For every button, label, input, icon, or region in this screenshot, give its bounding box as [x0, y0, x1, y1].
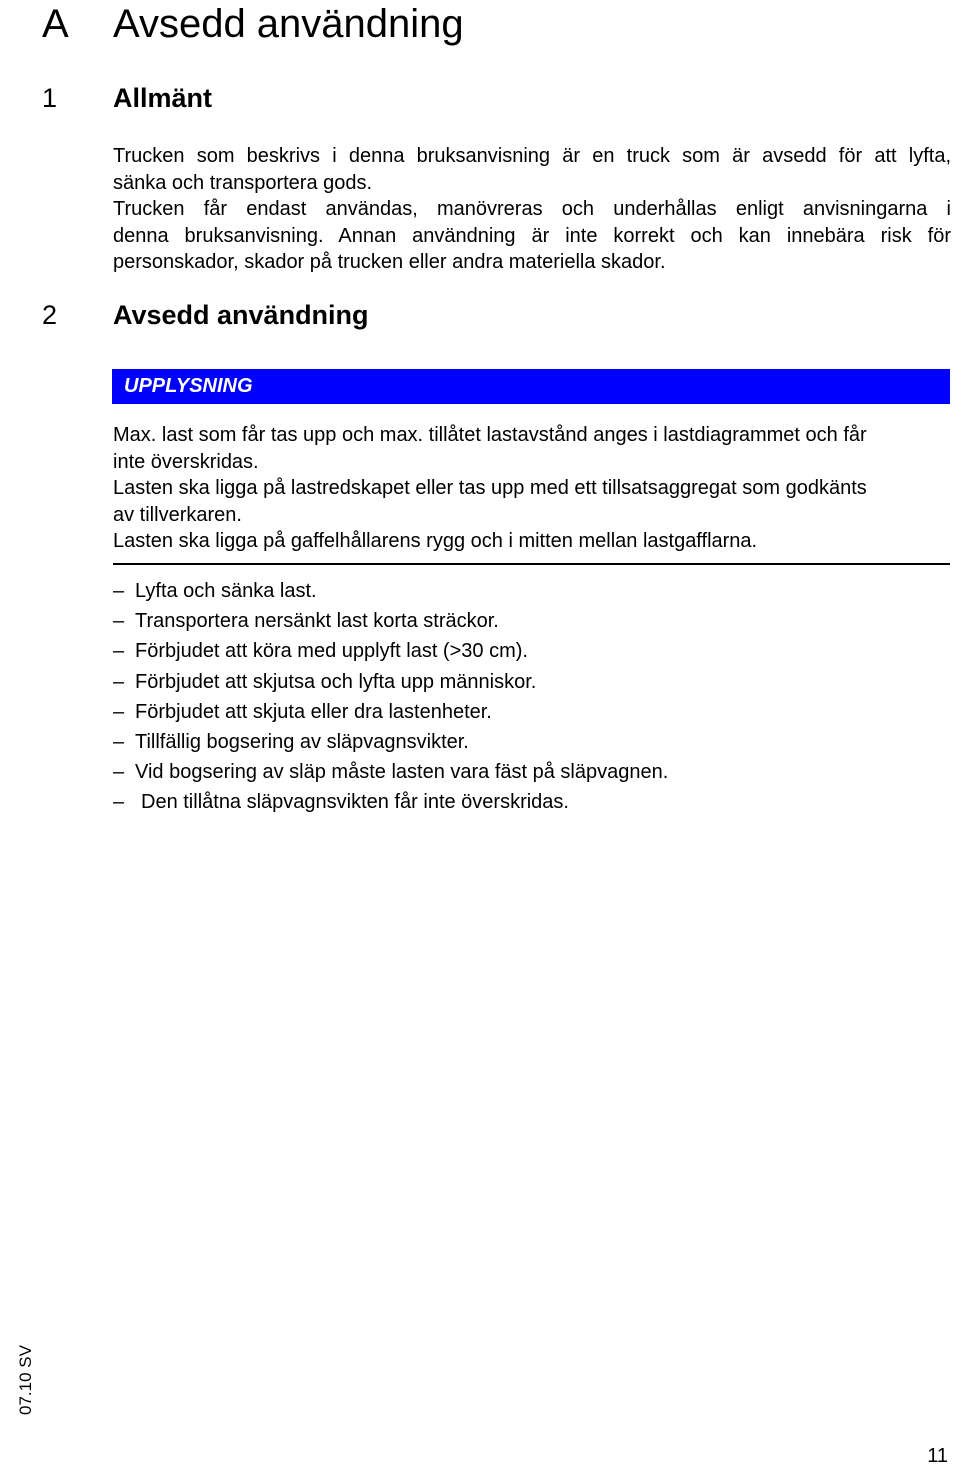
usage-list: [113, 576, 951, 818]
dash-marker: –: [113, 670, 125, 693]
intro-line: Trucken som beskrivs i denna bruksanvisning är en truck som är avsedd för att lyfta,: [113, 145, 951, 167]
list-item: [113, 667, 951, 697]
dash-marker: –: [113, 730, 125, 753]
list-item-text: Förbjudet att skjutsa och lyfta upp människor.: [135, 670, 537, 693]
list-item-text: Den tillåtna släpvagnsvikten får inte överskridas.: [141, 791, 569, 814]
list-item-text: Tillfällig bogsering av släpvagnsvikter.: [135, 730, 469, 753]
list-item-text: Transportera nersänkt last korta sträckor.: [135, 610, 499, 633]
section-heading-intended-use: [42, 299, 369, 331]
list-item: [113, 606, 951, 636]
chapter-title: Avsedd användning: [113, 2, 464, 46]
notice-line: Lasten ska ligga på lastredskapet eller tas upp med ett tillsatsaggregat som godkänts: [113, 477, 867, 499]
list-item-text: Förbjudet att skjuta eller dra lastenheter.: [135, 700, 492, 723]
list-item-text: Förbjudet att köra med upplyft last (>30 cm).: [135, 640, 528, 663]
notice-line: av tillverkaren.: [113, 503, 242, 526]
section-number: 1: [42, 83, 58, 113]
list-item: [113, 727, 951, 757]
dash-marker: –: [113, 580, 125, 602]
dash-marker: –: [113, 700, 125, 723]
notice-label: UPPLYSNING: [124, 375, 253, 397]
dash-marker: –: [113, 640, 125, 663]
list-item: [113, 757, 951, 787]
list-item: [113, 787, 951, 817]
list-item: [113, 576, 951, 606]
notice-line: Max. last som får tas upp och max. tillåtet lastavstånd anges i lastdiagrammet och får: [113, 424, 867, 446]
section-number: 2: [42, 300, 58, 330]
notice-label-bar: [112, 369, 950, 404]
list-item: [113, 636, 951, 666]
list-item-text: Lyfta och sänka last.: [135, 580, 317, 602]
list-item-text: Vid bogsering av släp måste lasten vara fäst på släpvagnen.: [135, 761, 669, 784]
notice-line: Lasten ska ligga på gaffelhållarens rygg och i mitten mellan lastgafflarna.: [113, 530, 758, 552]
chapter-letter: A: [42, 2, 69, 46]
section-heading-general: [42, 82, 212, 114]
dash-marker: –: [113, 761, 125, 784]
chapter-heading: [42, 0, 464, 48]
list-item: [113, 697, 951, 727]
intro-line: personskador, skador på trucken eller andra materiella skador.: [113, 251, 666, 273]
page-number: 11: [927, 1445, 948, 1467]
notice-body: [113, 422, 951, 555]
notice-line: inte överskridas.: [113, 450, 259, 473]
section-title: Avsedd användning: [113, 300, 369, 330]
notice-divider: [113, 563, 950, 565]
intro-line: denna bruksanvisning. Annan användning är inte korrekt och kan innebära risk för: [113, 224, 951, 247]
intro-line: sänka och transportera gods.: [113, 171, 373, 194]
section-title: Allmänt: [113, 83, 213, 113]
edition-code-text: 07.10 SV: [16, 1345, 35, 1415]
intro-paragraph: [113, 143, 951, 276]
dash-marker: –: [113, 791, 125, 814]
dash-marker: –: [113, 610, 125, 633]
intro-line: Trucken får endast användas, manövreras och underhållas enligt anvisningarna i: [113, 198, 951, 220]
